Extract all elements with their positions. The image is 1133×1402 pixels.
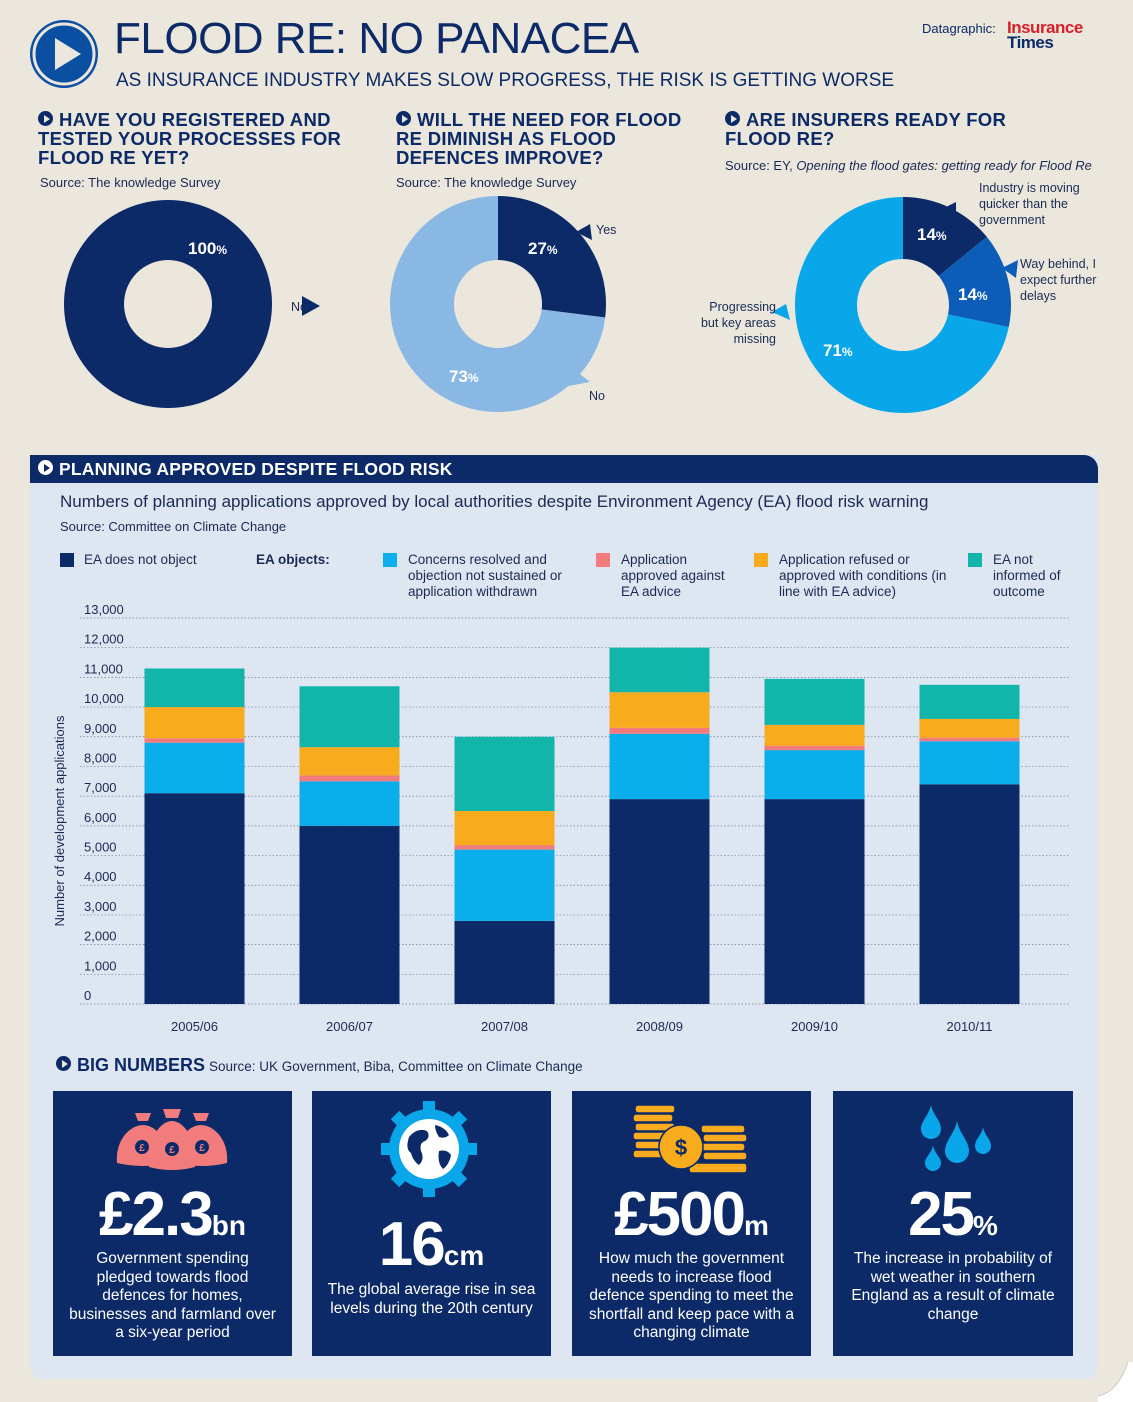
bar-segment-2007/08-0 [455, 921, 555, 1004]
legend-swatch-refused [754, 553, 768, 567]
q2-source: Source: The knowledge Survey [396, 175, 577, 190]
big-number-description: The global average rise in sea levels during the 20th century [327, 1281, 536, 1317]
bar-segment-2010/11-3 [920, 719, 1020, 738]
y-tick-label: 0 [84, 988, 92, 1003]
x-tick-label: 2006/07 [326, 1019, 373, 1034]
bar-segment-2006/07-1 [300, 781, 400, 826]
q2-pct-yes [528, 239, 558, 259]
bar-segment-2009/10-0 [765, 799, 865, 1004]
q2-pct-sign-2: % [467, 371, 479, 385]
y-tick-label: 4,000 [84, 869, 117, 885]
y-tick-label: 9,000 [84, 720, 117, 736]
q1-slice-0 [64, 200, 272, 408]
y-tick-label: 12,000 [84, 631, 124, 647]
legend-swatch-ea-no-object [60, 553, 74, 567]
big-number-unit: cm [443, 1240, 485, 1271]
y-tick-label: 10,000 [84, 691, 124, 707]
bar-segment-2010/11-1 [920, 741, 1020, 784]
globe-gear-icon [379, 1099, 479, 1199]
q1-heading-text: HAVE YOU REGISTERED AND TESTED YOUR PROCESSES FOR FLOOD RE YET? [38, 109, 342, 168]
chart-section-title-text: PLANNING APPROVED DESPITE FLOOD RISK [59, 459, 453, 479]
big-numbers-source: Source: UK Government, Biba, Committee on Climate Change [209, 1059, 583, 1074]
q3-donut-slices [795, 197, 1011, 413]
big-number-value [572, 1179, 811, 1250]
bar-segment-2007/08-4 [455, 737, 555, 811]
legend-ea-objects-label: EA objects: [256, 552, 330, 567]
q1-pct-no [188, 239, 227, 259]
bar-segment-2010/11-0 [920, 784, 1020, 1004]
y-tick-label: 7,000 [84, 780, 117, 796]
q3-pct-2 [958, 285, 988, 305]
play-bullet-icon [38, 111, 53, 126]
q3-pct-1 [917, 225, 947, 245]
big-numbers-heading [56, 1055, 583, 1076]
bar-segment-2007/08-2 [455, 845, 555, 849]
card-flood-spending [53, 1091, 292, 1356]
q2-label-yes: Yes [596, 223, 617, 237]
q3-pct-2-value: 14 [958, 285, 977, 304]
q2-pct-no [449, 367, 479, 387]
chart-title: Numbers of planning applications approved by local authorities despite Environment Agency (EA) flood risk warning [60, 492, 929, 511]
big-number-main: 25 [908, 1180, 974, 1249]
q2-heading-text: WILL THE NEED FOR FLOOD RE DIMINISH AS FLOOD DEFENCES IMPROVE? [396, 109, 682, 168]
q1-pct-value: 100 [188, 239, 217, 258]
bar-segment-2005/06-0 [145, 793, 245, 1004]
chart-source: Source: Committee on Climate Change [60, 519, 287, 534]
bar-segment-2010/11-4 [920, 685, 1020, 719]
bar-segment-2005/06-3 [145, 707, 245, 738]
y-tick-label: 3,000 [84, 898, 117, 914]
bar-segment-2005/06-1 [145, 743, 245, 793]
legend-label-ea-no-object: EA does not object [84, 552, 197, 567]
big-number-unit: % [973, 1210, 998, 1241]
legend-label-not-informed: EA not informed of outcome [993, 552, 1061, 599]
brand-logo [1007, 20, 1083, 50]
q3-pct-sign-2: % [976, 289, 988, 303]
bar-segment-2008/09-3 [610, 692, 710, 728]
q1-donut-slices [64, 200, 272, 408]
q3-label-3: Progressing but key areas missing [700, 300, 776, 346]
bar-segment-2006/07-2 [300, 775, 400, 781]
big-number-main: £2.3 [99, 1180, 212, 1249]
q3-pct-sign-1: % [935, 229, 947, 243]
bar-segment-2010/11-2 [920, 738, 1020, 742]
bar-segment-2005/06-4 [145, 668, 245, 707]
bar-segment-2008/09-0 [610, 799, 710, 1004]
bar-segment-2007/08-3 [455, 811, 555, 845]
card-sea-level [312, 1091, 551, 1356]
bar-segment-2009/10-2 [765, 746, 865, 750]
x-tick-label: 2009/10 [791, 1019, 838, 1034]
card-defence-spending [572, 1091, 811, 1356]
play-icon [30, 20, 98, 88]
bar-segment-2008/09-4 [610, 648, 710, 693]
y-axis-label: Number of development applications [52, 715, 67, 927]
big-number-main: 16 [378, 1210, 444, 1279]
y-tick-label: 2,000 [84, 928, 117, 944]
y-tick-label: 11,000 [84, 661, 123, 677]
svg-text:£: £ [199, 1143, 205, 1154]
card-wet-weather [833, 1091, 1073, 1356]
brand-line-1: Insurance [1007, 18, 1083, 37]
x-tick-label: 2008/09 [636, 1019, 683, 1034]
legend-label-concerns-resolved: Concerns resolved and objection not sustained or application withdrawn [408, 552, 562, 599]
raindrops-icon [913, 1101, 1003, 1177]
bar-segment-2009/10-4 [765, 679, 865, 725]
legend-swatch-concerns-resolved [383, 553, 397, 567]
bar-segment-2006/07-0 [300, 826, 400, 1004]
big-number-unit: bn [211, 1210, 246, 1241]
page-subtitle: AS INSURANCE INDUSTRY MAKES SLOW PROGRESS, THE RISK IS GETTING WORSE [116, 70, 895, 91]
play-bullet-icon [725, 111, 740, 126]
q2-pct-no-value: 73 [449, 367, 468, 386]
q3-source-prefix: Source: EY, [725, 158, 797, 173]
y-tick-label: 1,000 [84, 958, 117, 974]
bar-segment-2009/10-1 [765, 750, 865, 799]
legend-swatch-not-informed [968, 553, 982, 567]
bar-segment-2006/07-4 [300, 686, 400, 747]
brand-line-2: Times [1007, 33, 1054, 52]
legend-swatch-approved-against [596, 553, 610, 567]
y-tick-label: 6,000 [84, 809, 117, 825]
datagraphic-credit: Datagraphic: [922, 21, 996, 36]
page-title: FLOOD RE: NO PANACEA [114, 14, 639, 63]
play-bullet-icon [396, 111, 411, 126]
bar-segment-2006/07-3 [300, 747, 400, 775]
q3-pct-1-value: 14 [917, 225, 936, 244]
big-number-unit: m [744, 1210, 769, 1241]
gold-coins-icon [629, 1101, 753, 1177]
q1-label-no: No [291, 300, 307, 314]
chart-section-title [38, 459, 453, 480]
big-number-main: £500 [614, 1180, 745, 1249]
big-number-value [53, 1179, 292, 1250]
q2-pct-yes-value: 27 [528, 239, 547, 258]
q1-pct-sign: % [216, 243, 228, 257]
x-tick-label: 2007/08 [481, 1019, 528, 1034]
q2-label-no: No [589, 389, 605, 403]
page-curl [1098, 1362, 1133, 1402]
legend-label-refused: Application refused or approved with conditions (in line with EA advice) [779, 552, 947, 599]
x-tick-label: 2005/06 [171, 1019, 218, 1034]
y-tick-label: 5,000 [84, 839, 117, 855]
play-bullet-icon [38, 460, 53, 475]
q3-source [725, 158, 1092, 173]
big-number-description: Government spending pledged towards flood defences for homes, businesses and farmland over a six-year period [69, 1250, 276, 1341]
svg-text:$: $ [674, 1135, 688, 1160]
bar-segment-2007/08-1 [455, 850, 555, 921]
y-tick-label: 8,000 [84, 750, 117, 766]
big-number-description: The increase in probability of wet weather in southern England as a result of climate change [851, 1250, 1055, 1323]
q1-heading [38, 110, 368, 167]
q3-pct-sign-3: % [841, 345, 853, 359]
big-number-value [312, 1209, 551, 1280]
bar-segment-2008/09-1 [610, 734, 710, 799]
bar-segment-2008/09-2 [610, 728, 710, 734]
big-number-description: How much the government needs to increase flood defence spending to meet the shortfall and keep pace with a changing climate [588, 1250, 795, 1341]
q3-label-2: Way behind, I expect further delays [1020, 257, 1097, 303]
legend-label-approved-against: Application approved against EA advice [621, 552, 725, 599]
play-bullet-icon [56, 1056, 71, 1071]
q3-pct-3-value: 71 [823, 341, 842, 360]
big-numbers-heading-text: BIG NUMBERS [77, 1055, 206, 1075]
q2-heading [396, 110, 696, 167]
q3-heading-text: ARE INSURERS READY FOR FLOOD RE? [725, 109, 1007, 149]
money-bags-icon [105, 1103, 241, 1175]
q3-label-1: Industry is moving quicker than the government [979, 181, 1080, 227]
stacked-bar-chart [30, 600, 1098, 1040]
q3-source-title: Opening the flood gates: getting ready for Flood Re [796, 158, 1092, 173]
q1-source: Source: The knowledge Survey [40, 175, 221, 190]
q3-pct-3 [823, 341, 853, 361]
q2-pct-sign: % [546, 243, 558, 257]
y-tick-label: 13,000 [84, 602, 124, 617]
big-number-value [833, 1179, 1073, 1250]
x-tick-label: 2010/11 [946, 1019, 993, 1034]
svg-text:£: £ [139, 1143, 145, 1154]
bar-segment-2009/10-3 [765, 725, 865, 746]
q3-heading [725, 110, 1025, 148]
svg-text:£: £ [169, 1145, 175, 1156]
bar-segment-2005/06-2 [145, 738, 245, 742]
